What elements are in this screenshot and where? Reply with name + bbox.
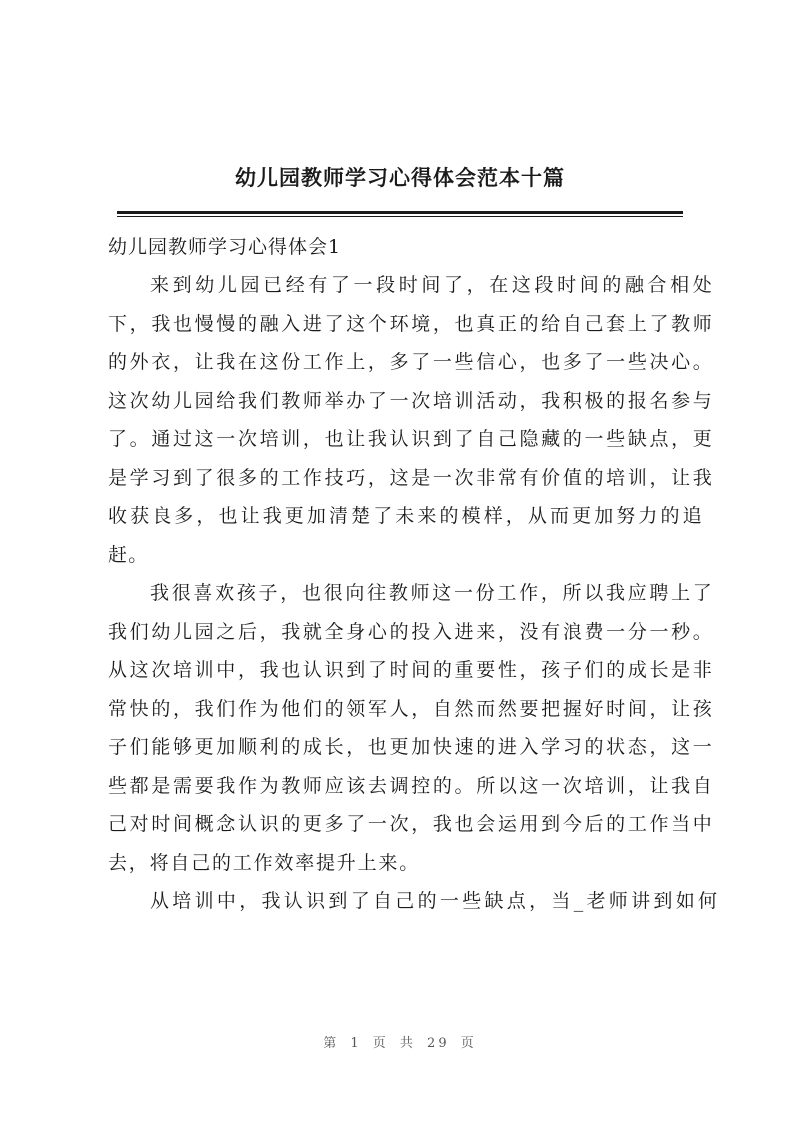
paragraph-line: 下，我也慢慢的融入进了这个环境，也真正的给自己套上了教师 (108, 312, 713, 335)
paragraph-line: 从培训中，我认识到了自己的一些缺点，当_老师讲到如何 (150, 890, 721, 912)
paragraph-line: 去，将自己的工作效率提升上来。 (108, 851, 421, 874)
paragraph-line: 赶。 (108, 543, 149, 566)
paragraph-line: 是学习到了很多的工作技巧，这是一次非常有价值的培训，让我 (108, 466, 713, 489)
paragraph-line: 子们能够更加顺利的成长，也更加快速的进入学习的状态，这一 (108, 736, 713, 758)
document-body (108, 228, 721, 921)
paragraph-line: 了。通过这一次培训，也让我认识到了自己隐藏的一些缺点，更 (108, 428, 713, 450)
document-title: 幼儿园教师学习心得体会范本十篇 (235, 165, 565, 190)
paragraph-2 (108, 574, 713, 882)
paragraph-line: 我们幼儿园之后，我就全身心的投入进来，没有浪费一分一秒。 (108, 620, 713, 643)
paragraph-1 (108, 266, 713, 574)
paragraph-3 (108, 882, 721, 921)
paragraph-line: 从这次培训中，我也认识到了时间的重要性，孩子们的成长是非 (108, 659, 713, 681)
paragraph-line: 常快的，我们作为他们的领军人，自然而然要把握好时间，让孩 (108, 697, 713, 720)
title-rule-thick (117, 211, 683, 214)
paragraph-line: 这次幼儿园给我们教师举办了一次培训活动，我积极的报名参与 (108, 389, 713, 412)
paragraph-line: 来到幼儿园已经有了一段时间了，在这段时间的融合相处 (150, 274, 713, 296)
title-rule-thin (117, 216, 683, 217)
paragraph-line: 收获良多，也让我更加清楚了未来的模样，从而更加努力的追 (108, 505, 705, 527)
paragraph-line: 的外衣，让我在这份工作上，多了一些信心，也多了一些决心。 (108, 351, 713, 373)
paragraph-line: 我很喜欢孩子，也很向往教师这一份工作，所以我应聘上了 (150, 582, 713, 604)
paragraph-line: 些都是需要我作为教师应该去调控的。所以这一次培训，让我自 (108, 774, 713, 797)
page-footer: 第 1 页 共 29 页 (323, 1036, 477, 1051)
paragraph-line: 己对时间概念认识的更多了一次，我也会运用到今后的工作当中 (108, 813, 713, 835)
section-heading: 幼儿园教师学习心得体会1 (108, 236, 342, 258)
